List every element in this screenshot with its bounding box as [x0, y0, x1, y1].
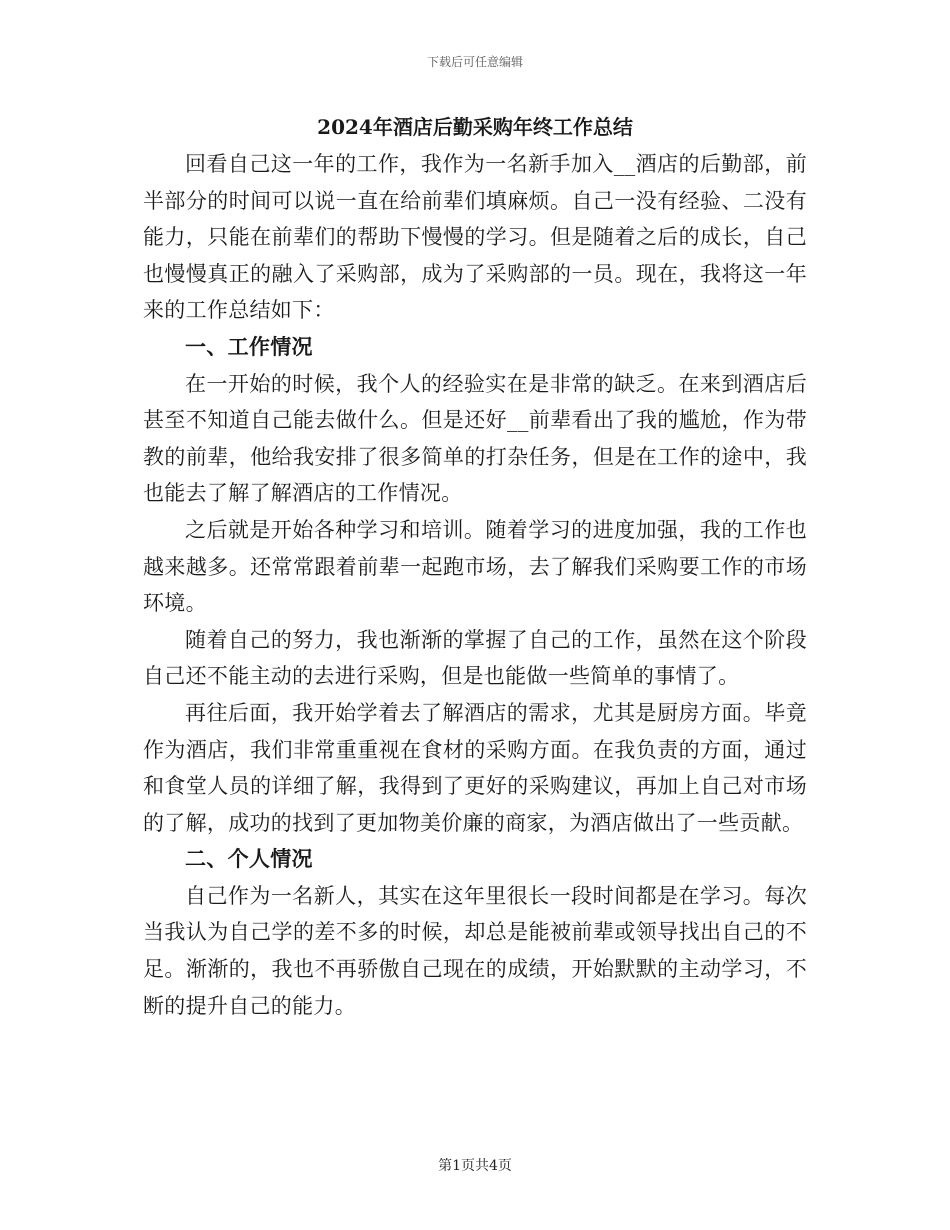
- paragraph-work-3: 随着自己的努力，我也渐渐的掌握了自己的工作，虽然在这个阶段自己还不能主动的去进行采购，但是也能做一些简单的事情了。: [143, 627, 807, 689]
- paragraph-work-1: 在一开始的时候，我个人的经验实在是非常的缺乏。在来到酒店后甚至不知道自己能去做什么。但是还好__前辈看出了我的尴尬，作为带教的前辈，他给我安排了很多简单的打杂任务，但是在工作的途中，我也能去了解了解酒店的工作情况。: [143, 371, 807, 506]
- paragraph-personal-1: 自己作为一名新人，其实在这年里很长一段时间都是在学习。每次当我认为自己学的差不多的时候，却总是能被前辈或领导找出自己的不足。渐渐的，我也不再骄傲自己现在的成绩，开始默默的主动学习，不断的提升自己的能力。: [143, 883, 807, 1018]
- document-title: 2024年酒店后勤采购年终工作总结: [317, 115, 633, 139]
- section-heading-work: 一、工作情况: [185, 333, 313, 359]
- section-heading-personal: 二、个人情况: [185, 846, 313, 872]
- page-number: 第1页共4页: [438, 1158, 512, 1174]
- document-body: [143, 146, 807, 1024]
- paragraph-intro: 回看自己这一年的工作，我作为一名新手加入__酒店的后勤部，前半部分的时间可以说一直在给前辈们填麻烦。自己一没有经验、二没有能力，只能在前辈们的帮助下慢慢的学习。但是随着之后的成长，自己也慢慢真正的融入了采购部，成为了采购部的一员。现在，我将这一年来的工作总结如下：: [143, 152, 807, 323]
- paragraph-work-4: 再往后面，我开始学着去了解酒店的需求，尤其是厨房方面。毕竟作为酒店，我们非常重重视在食材的采购方面。在我负责的方面，通过和食堂人员的详细了解，我得到了更好的采购建议，再加上自己对市场的了解，成功的找到了更加物美价廉的商家，为酒店做出了一些贡献。: [143, 700, 807, 835]
- header-note: 下载后可任意编辑: [426, 55, 523, 69]
- paragraph-work-2: 之后就是开始各种学习和培训。随着学习的进度加强，我的工作也越来越多。还常常跟着前辈一起跑市场，去了解我们采购要工作的市场环境。: [143, 517, 807, 616]
